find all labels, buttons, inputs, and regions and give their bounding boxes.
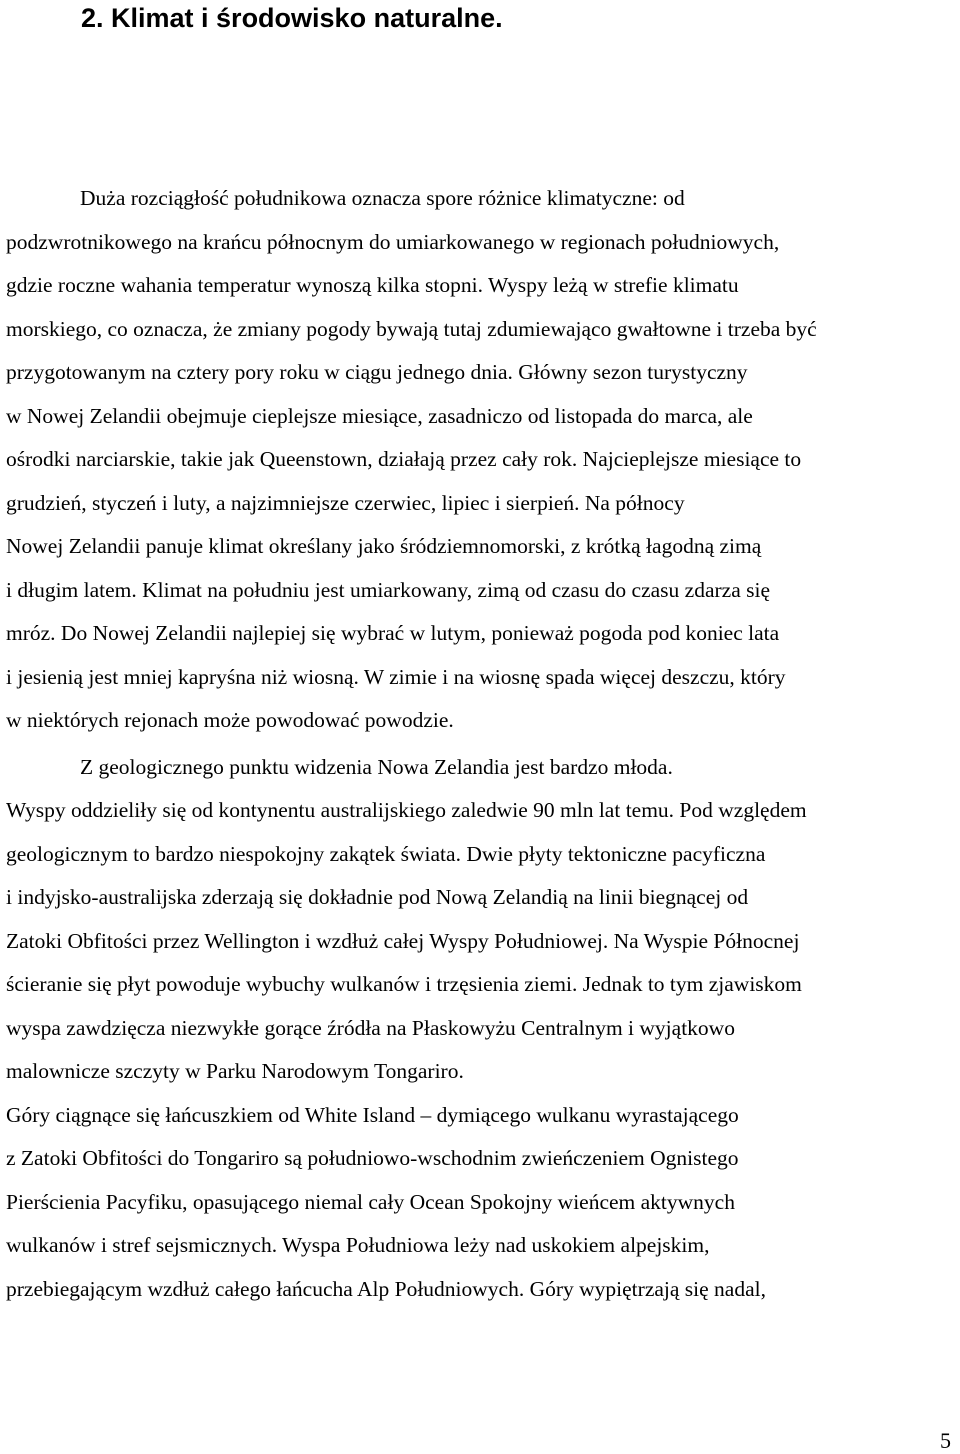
section-heading: 2. Klimat i środowisko naturalne.	[81, 3, 503, 33]
text-line: wulkanów i stref sejsmicznych. Wyspa Południowa leży nad uskokiem alpejskim,	[6, 1233, 710, 1257]
text-line: grudzień, styczeń i luty, a najzimniejsze czerwiec, lipiec i sierpień. Na północy	[6, 491, 685, 515]
text-line: przygotowanym na cztery pory roku w ciągu jednego dnia. Główny sezon turystyczny	[6, 360, 748, 384]
text-line: mróz. Do Nowej Zelandii najlepiej się wybrać w lutym, ponieważ pogoda pod koniec lata	[6, 621, 780, 645]
text-line: geologicznym to bardzo niespokojny zakątek świata. Dwie płyty tektoniczne pacyficzna	[6, 842, 766, 866]
text-line: Wyspy oddzieliły się od kontynentu australijskiego zaledwie 90 mln lat temu. Pod względem	[6, 798, 807, 822]
text-line: i indyjsko-australijska zderzają się dokładnie pod Nową Zelandią na linii biegnącej od	[6, 885, 749, 909]
text-line: ścieranie się płyt powoduje wybuchy wulkanów i trzęsienia ziemi. Jednak to tym zjawiskom	[6, 972, 802, 996]
text-line: ośrodki narciarskie, takie jak Queenstown, działają przez cały rok. Najcieplejsze miesiące to	[6, 447, 802, 471]
page-number: 5	[940, 1428, 951, 1453]
text-line: w niektórych rejonach może powodować powodzie.	[6, 708, 454, 732]
text-line: z Zatoki Obfitości do Tongariro są południowo-wschodnim zwieńczeniem Ognistego	[6, 1146, 739, 1170]
text-line: Duża rozciągłość południkowa oznacza spore różnice klimatyczne: od	[80, 186, 685, 210]
text-line: i jesienią jest mniej kapryśna niż wiosną. W zimie i na wiosnę spada więcej deszczu, który	[6, 665, 786, 689]
text-line: malownicze szczyty w Parku Narodowym Tongariro.	[6, 1059, 464, 1083]
text-line: w Nowej Zelandii obejmuje cieplejsze miesiące, zasadniczo od listopada do marca, ale	[6, 404, 753, 428]
text-line: Z geologicznego punktu widzenia Nowa Zelandia jest bardzo młoda.	[80, 755, 673, 779]
text-line: morskiego, co oznacza, że zmiany pogody bywają tutaj zdumiewająco gwałtowne i trzeba być	[6, 317, 817, 341]
text-line: Góry ciągnące się łańcuszkiem od White Island – dymiącego wulkanu wyrastającego	[6, 1103, 739, 1127]
text-line: Zatoki Obfitości przez Wellington i wzdłuż całej Wyspy Południowej. Na Wyspie Północnej	[6, 929, 800, 953]
text-line: przebiegającym wzdłuż całego łańcucha Alp Południowych. Góry wypiętrzają się nadal,	[6, 1277, 766, 1301]
text-line: podzwrotnikowego na krańcu północnym do umiarkowanego w regionach południowych,	[6, 230, 780, 254]
text-line: Nowej Zelandii panuje klimat określany jako śródziemnomorski, z krótką łagodną zimą	[6, 534, 762, 558]
text-line: wyspa zawdzięcza niezwykłe gorące źródła na Płaskowyżu Centralnym i wyjątkowo	[6, 1016, 735, 1040]
text-line: i długim latem. Klimat na południu jest umiarkowany, zimą od czasu do czasu zdarza się	[6, 578, 771, 602]
text-line: Pierścienia Pacyfiku, opasującego niemal cały Ocean Spokojny wieńcem aktywnych	[6, 1190, 735, 1214]
text-line: gdzie roczne wahania temperatur wynoszą kilka stopni. Wyspy leżą w strefie klimatu	[6, 273, 739, 297]
